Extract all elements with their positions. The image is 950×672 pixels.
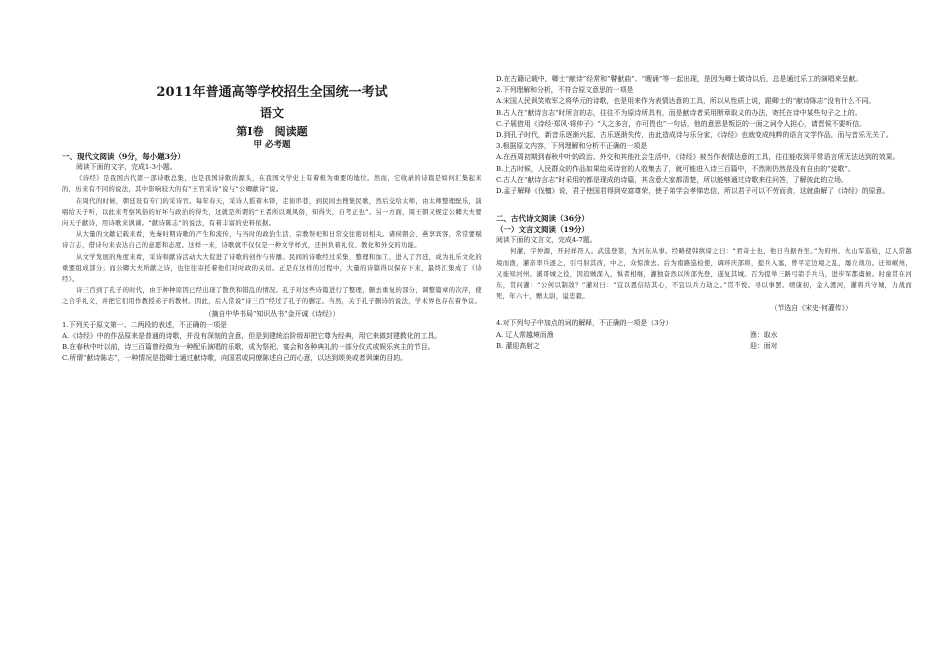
question-option: C.子展借用《诗经·郑风·将仲子》“人之多言，亦可畏也”一句话，他的意思是叛臣的一面之词令人担心，请晋侯不要听信。: [496, 119, 867, 128]
option-sentence: A. 辽人常越境而渔: [496, 330, 554, 339]
question-option: D.孟子解释《伐檀》说，君子使国君得到安富尊荣，使子弟学会孝悌忠信，所以君子可以不劳而食，这就曲解了《诗经》的原意。: [496, 187, 890, 196]
question-stem: 2.下列理解和分析，不符合原文意思的一项是: [496, 86, 634, 95]
question-stem: 3.根据原文内容，下列理解和分析不正确的一项是: [496, 142, 648, 151]
question-option: B.在春秋中叶以前，诗三百篇曾经做为一种配乐演唱的乐歌，成为祭祀、宴会和各种典礼的一部分仪式或娱乐宾主的节目。: [62, 343, 435, 352]
question-option: A.宋国人民讽笑败军之将华元的诗歌，也是用来作为表情达意的工具，所以从性质上说，跟卿士的“献诗陈志”没有什么不同。: [496, 97, 876, 106]
question-option: A.在西周初期到春秋中叶的政治、外交和其他社会生活中，《诗经》被当作表情达意的工具，往往能收到平常语言所无法达到的效果。: [496, 153, 900, 162]
right-body: [496, 74, 912, 352]
instruction: 阅读下面的文字，完成1-3小题。: [76, 163, 177, 171]
subsection-heading: （一）文言文阅读（19分）: [496, 225, 589, 235]
question-option: D.到孔子时代，新音乐逐渐兴起，古乐逐渐失传，由此造成诗与乐分家，《诗经》也就变成纯粹的语言文学作品，而与音乐无关了。: [496, 131, 893, 140]
exam-subject: 语文: [259, 106, 284, 120]
left-column: [62, 0, 482, 672]
option-explanation: 渔：取水: [750, 330, 778, 339]
question-stem: 4.对下列句子中加点的词的解释，不正确的一项是（3分）: [496, 319, 673, 328]
section-heading: 二、古代诗文阅读（36分）: [496, 214, 589, 224]
passage-paragraph: 诗三百到了孔子的时代，由于种种原因已经出现了散佚和错乱的情况。孔子对这些诗篇进行了整理，删去重复的部分，调整篇章的次序，使之合乎礼义，并把它们用作教授弟子的教材。因此，后人常说“诗三百”经过了孔子的删定。当然，关于孔子删诗的说法，学术界也存在着争议。: [62, 287, 482, 306]
volume-heading: 第Ⅰ卷 阅读题: [236, 125, 308, 138]
section-heading: 一、现代文阅读（9分，每小题3分）: [62, 152, 185, 161]
question-stem: 1.下列关于原文第一、二两段的表述，不正确的一项是: [62, 320, 228, 329]
passage-paragraph: 从文学发展的角度来看，采诗和献诗活动大大促进了诗歌的创作与传播。民间的诗歌经过采集、整理和加工，进入了宫廷，成为礼乐文化的重要组成部分；而公卿大夫所献之诗，也往往寄托着他们对时政的关切。正是在这样的过程中，大量的诗篇得以保存下来，最终汇集成了《诗经》。: [62, 253, 482, 284]
question-option-row: [496, 330, 912, 341]
option-sentence: B. 灌迎高射之: [496, 341, 540, 350]
exam-title: 2011年普通高等学校招生全国统一考试: [156, 85, 388, 100]
option-explanation: 迎：面对: [750, 341, 778, 350]
spacer: [496, 197, 912, 213]
question-option: B.上古时候，人民群众的作品如果给采诗官的人收集去了，就可能进入诗三百篇中，不然则仍然是没有自由的“徒歌”。: [496, 164, 855, 173]
question-option: B.古人在“献诗言志”时所言的志，往往不为原诗所具有，而是献诗者采用断章取义的办法，寄托在诗中某些句子之上的。: [496, 108, 862, 117]
question-option: C.古人在“献诗言志”时采用的都是现成的诗篇，其含意大家都清楚，所以能够通过诗歌来往问答，了解彼此的立场。: [496, 175, 848, 184]
passage-paragraph: 《诗经》是我国古代第一部诗歌总集，也是我国诗歌的源头，在我国文学史上有着极为重要的地位。然而，它收录的诗篇是如何汇集起来的，历来有不同的说法，其中影响较大的有“王官采诗”说与“公卿献诗”说。: [62, 175, 482, 194]
question-option-row: [496, 341, 912, 352]
instruction: 阅读下面的文言文，完成4-7题。: [496, 236, 597, 245]
part-heading: 甲 必考题: [253, 140, 291, 150]
right-column: [496, 0, 912, 672]
question-option: C.所谓“献诗陈志”，一种情况是指卿士通过献诗歌，向国君或同僚陈述自己的心意，以达到颂美或者讽谏的目的。: [62, 354, 408, 363]
classical-passage: 何灌，字仲源，开封祥符人。武选登第，为河东从事。经略使韩缜谛之曰：“君奇士也，他日当据吾坐。”为府州、火山军巡检，辽人常越境而渔，灌亲率兵逐之，引弓射其酋，中之，众惊溃去。后为南路巡检使，调环庆部将，提兵入塞，曾平定边境之乱，屡立战功。迁知岷州，又徙知河州。溪哥城之役，因追贼深入，惧者相继，灌独奋然以所部先登，遂复其城。召为提举三路弓箭手兵马，进步军都虞候。时童贯在河东，贯问灌：“公何以制敌？”灌对曰：“宜以恩信结其心，不宜以兵力劫之。”贯不悦。寻以事罢。靖康初，金人渡河，灌将兵守城，力战而死，年六十，赠太尉，谥忠毅。: [496, 248, 912, 301]
passage-paragraph: 从大量的文献记载来看，先秦时期诗歌的产生和流传，与当时的政治生活、宗教祭祀和日常交往密切相关。诸侯朝会、燕享宾客，常常要赋诗言志，借诗句来表达自己的意愿和态度。这样一来，诗歌就不仅仅是一种文学样式，还担负着礼仪、教化和外交的功能。: [62, 231, 482, 250]
question-option: D.在古籍记载中，卿士“献诗”经常和“瞽献曲”、“瞍诵”等一起出现，是因为卿士做诗以后，总是通过乐工的演唱来呈献。: [496, 75, 863, 83]
passage-source: （摘自中华书局“知识丛书”金开诚《诗经》）: [204, 309, 340, 318]
section-modern-reading: [62, 151, 482, 364]
passage-source: （节选自《宋史·何灌传》）: [770, 304, 852, 313]
passage-paragraph: 在周代的时候，朝廷设有专门的采诗官。每年春天，采诗人摇着木铎，走街串巷，到民间去搜集民歌，然后交给太师，由太师整理配乐，演唱给天子听，以此来考察风俗的好坏与政治的得失，这就是所谓的“王者所以观风俗，知得失，自考正也”。另一方面，周王朝又规定公卿大夫要向天子献诗，用诗歌来讽谏。“献诗陈志”的说法，有着丰富的史料依据。: [62, 197, 482, 228]
question-option: A.《诗经》中的作品原来是普通的诗歌，并没有深刻的含意，但是到建统治阶级却把它尊为经典，用它来做封建教化的工具。: [62, 331, 442, 340]
